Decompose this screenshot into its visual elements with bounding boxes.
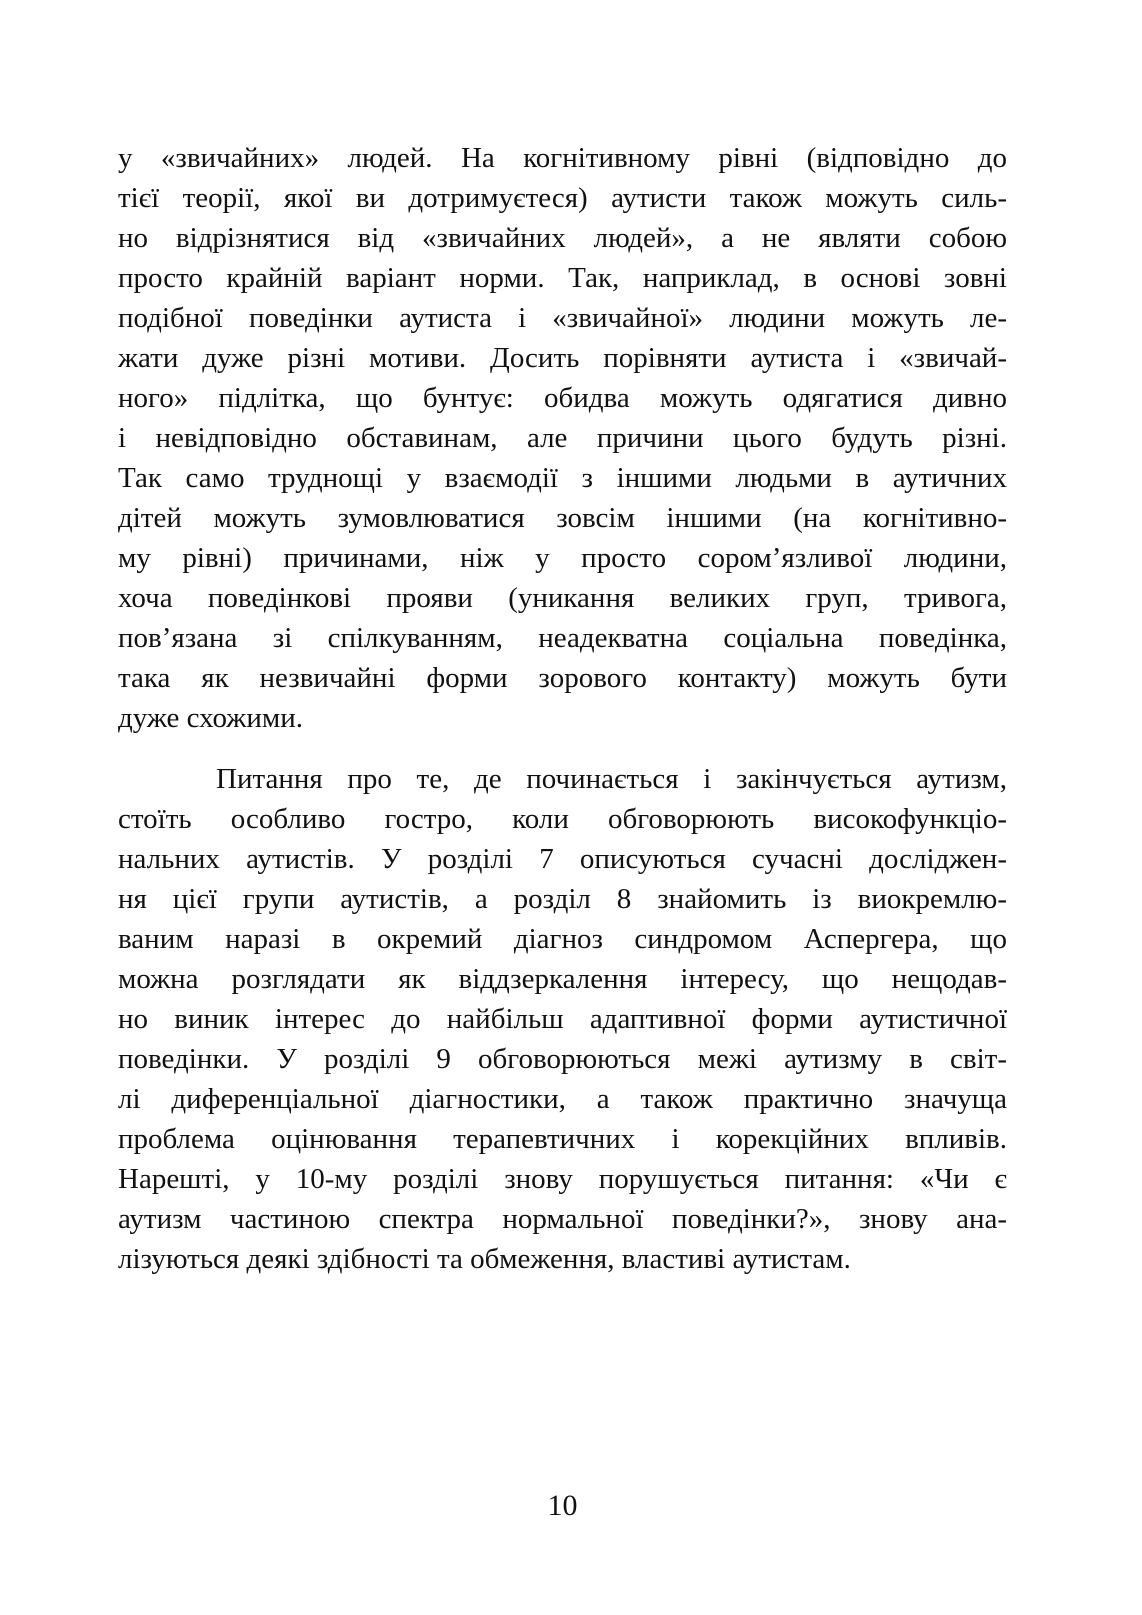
text-line: така як незвичайні форми зорового контакту) можуть бути bbox=[118, 662, 1007, 694]
text-line: аутизм частиною спектра нормальної поведінки?», знову ана- bbox=[118, 1203, 1007, 1235]
text-line: стоїть особливо гостро, коли обговорюють високофункціо- bbox=[118, 803, 1007, 835]
text-line: пов’язана зі спілкуванням, неадекватна соціальна поведінка, bbox=[118, 622, 1007, 654]
text-line: Так само труднощі у взаємодії з іншими людьми в аутичних bbox=[118, 462, 1007, 494]
text-block bbox=[118, 138, 1007, 1279]
paragraph bbox=[118, 138, 1007, 738]
text-line: тієї теорії, якої ви дотримуєтеся) аутисти також можуть силь- bbox=[118, 182, 1007, 214]
text-line: дітей можуть зумовлюватися зовсім іншими (на когнітивно- bbox=[118, 502, 1007, 534]
text-line: но виник інтерес до найбільш адаптивної форми аутистичної bbox=[118, 1003, 1007, 1035]
paragraph bbox=[118, 759, 1007, 1279]
text-line: хоча поведінкові прояви (уникання великих груп, тривога, bbox=[118, 582, 1007, 614]
text-line: нальних аутистів. У розділі 7 описуються сучасні досліджен- bbox=[118, 843, 1007, 875]
text-line: і невідповідно обставинам, але причини цього будуть різні. bbox=[118, 422, 1007, 454]
text-line: лі диференціальної діагностики, а також практично значуща bbox=[118, 1083, 1007, 1115]
text-line: Нарешті, у 10-му розділі знову порушується питання: «Чи є bbox=[118, 1163, 1007, 1195]
text-line: поведінки. У розділі 9 обговорюються межі аутизму в світ- bbox=[118, 1043, 1007, 1075]
text-line: лізуються деякі здібності та обмеження, властиві аутистам. bbox=[118, 1243, 851, 1275]
text-line: ня цієї групи аутистів, а розділ 8 знайомить із виокремлю- bbox=[118, 883, 1007, 915]
text-line: му рівні) причинами, ніж у просто сором’язливої людини, bbox=[118, 542, 1007, 574]
text-line: Питання про те, де починається і закінчується аутизм, bbox=[216, 763, 1007, 795]
text-line: подібної поведінки аутиста і «звичайної» людини можуть ле- bbox=[118, 302, 1007, 334]
text-line: дуже схожими. bbox=[118, 702, 303, 734]
text-line: ваним наразі в окремий діагноз синдромом Аспергера, що bbox=[118, 923, 1007, 955]
text-line: но відрізнятися від «звичайних людей», а не являти собою bbox=[118, 222, 1007, 254]
page-number: 10 bbox=[547, 1489, 578, 1522]
text-line: ного» підлітка, що бунтує: обидва можуть одягатися дивно bbox=[118, 382, 1007, 414]
text-line: проблема оцінювання терапевтичних і корекційних впливів. bbox=[118, 1123, 1007, 1155]
text-line: у «звичайних» людей. На когнітивному рівні (відповідно до bbox=[118, 142, 1007, 174]
text-line: жати дуже різні мотиви. Досить порівняти аутиста і «звичай- bbox=[118, 342, 1007, 374]
text-line: можна розглядати як віддзеркалення інтересу, що нещодав- bbox=[118, 963, 1007, 995]
text-line: просто крайній варіант норми. Так, наприклад, в основі зовні bbox=[118, 262, 1007, 294]
